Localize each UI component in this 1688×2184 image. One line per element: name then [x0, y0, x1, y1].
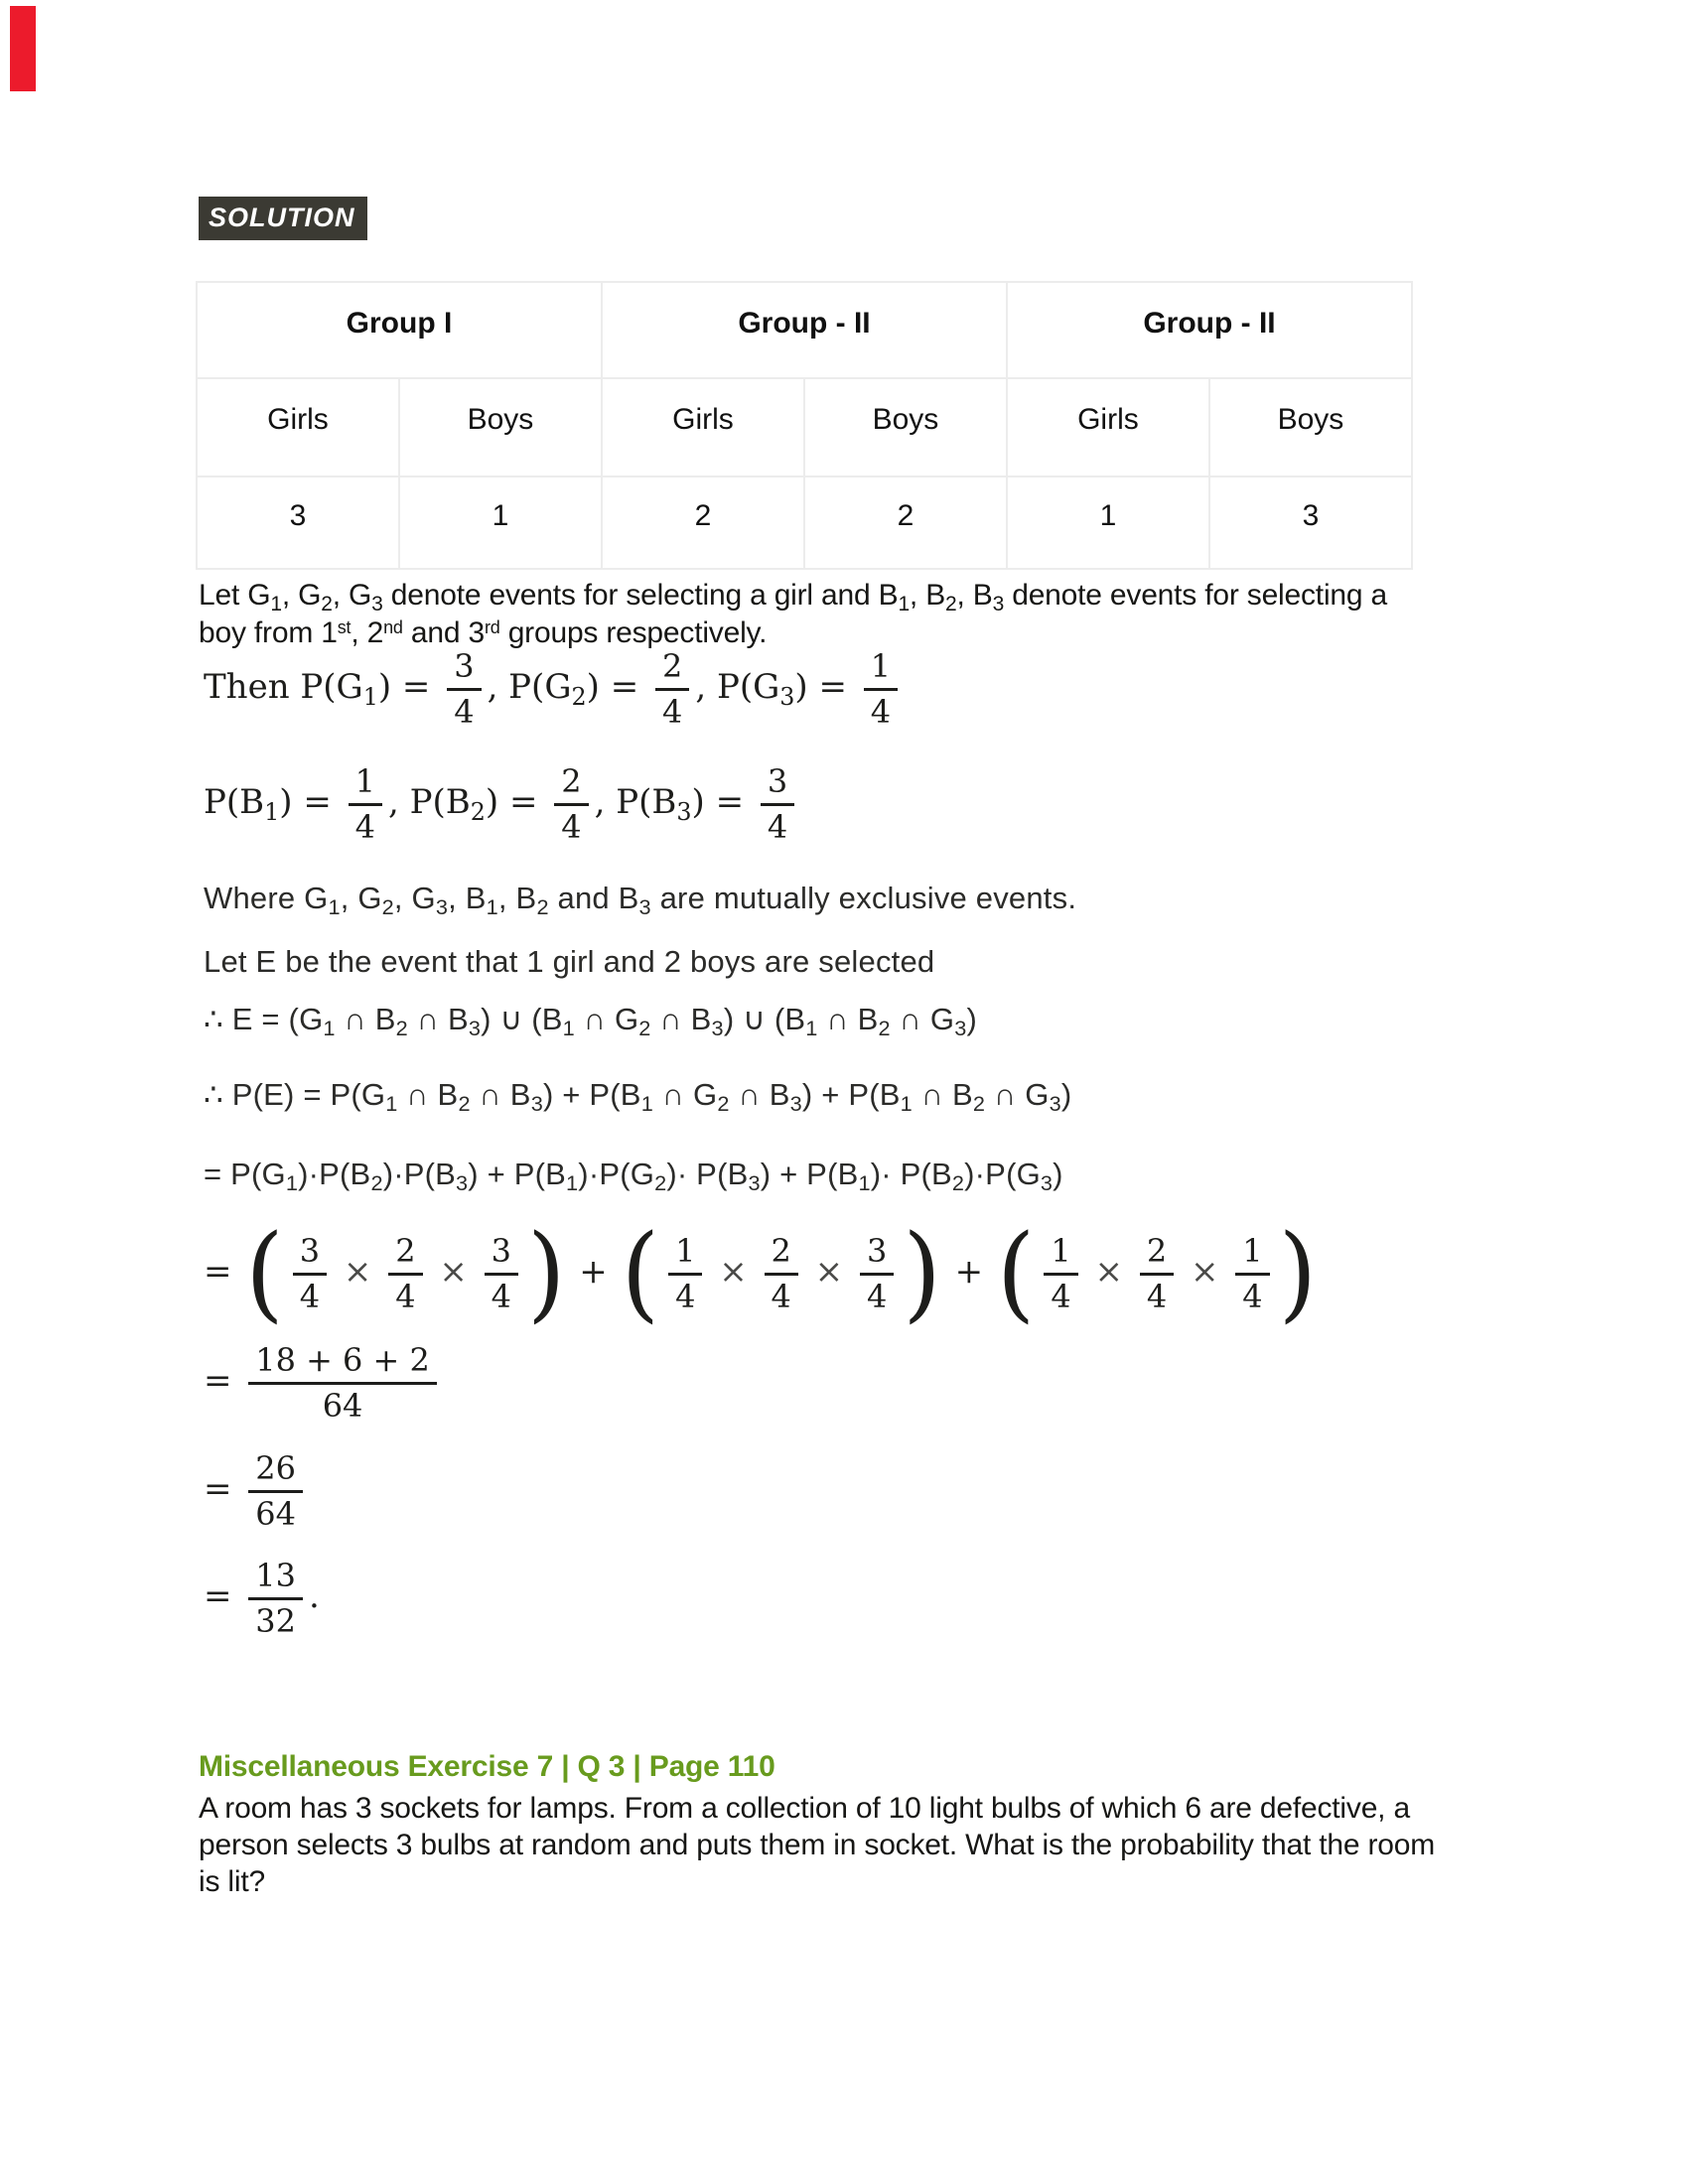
count-cell: 1 [1007, 477, 1209, 569]
prob-girls-line: Then $P(G_1)$ = $\frac{3}{4}$ , $P(G_2)$ = $\frac{2}{4}$ , $P(G_3)$ = $\frac{1}{4}$ [204, 643, 1475, 735]
sub-header-cell: Boys [1209, 378, 1412, 477]
fraction: $\frac{2}{4}$ [765, 1232, 798, 1315]
count-cell: 3 [197, 477, 399, 569]
sub-header-cell: Boys [399, 378, 602, 477]
product-expansion-line: = $P(G_1)\cdot P(B_2)\cdot P(B_3) + P(B_1)\cdot P(G_2)\cdot P(B_3) + P(B_1)\cdot P(B_2)\cdot P(G_3)$ [204, 1156, 1063, 1195]
fraction: $\frac{3}{4}$ [860, 1232, 894, 1315]
prob-event-expansion-line: ∴ $P(E) = P(G_1$ ∩ $B_2$ ∩ $B_3) + P(B_1$ ∩ $G_2$ ∩ $B_3) + P(B_1$ ∩ $B_2$ ∩ $G_3$) [204, 1076, 1072, 1116]
count-cell: 2 [602, 477, 804, 569]
solution-badge: SOLUTION [199, 197, 367, 240]
fraction: $\frac{2}{4}$ [1140, 1232, 1174, 1315]
fraction: $\frac{3}{4}$ [447, 647, 481, 731]
girls-boys-header-row [197, 378, 1412, 477]
red-corner-marker [10, 6, 36, 91]
fraction: $\frac{1}{4}$ [864, 647, 898, 731]
count-cell: 3 [1209, 477, 1412, 569]
sub-header-cell: Girls [602, 378, 804, 477]
sum-fraction-line: = $\frac{18 + 6 + 2}{64}$ [204, 1337, 1475, 1429]
group-header-cell: Group - II [1007, 282, 1412, 378]
fraction: $\frac{26}{64}$ [248, 1449, 303, 1533]
footer-section [199, 1750, 1440, 1901]
event-expression-line: ∴ $E = (G_1$ ∩ $B_2$ ∩ $B_3$) ∪ ($B_1$ ∩ $G_2$ ∩ $B_3$) ∪ ($B_1$ ∩ $B_2$ ∩ $G_3$) [204, 1001, 977, 1040]
fraction: $\frac{2}{4}$ [388, 1232, 422, 1315]
fraction: $\frac{3}{4}$ [293, 1232, 327, 1315]
reduced-fraction-line: = $\frac{26}{64}$ [204, 1445, 1475, 1537]
fraction: $\frac{1}{4}$ [668, 1232, 702, 1315]
fraction: $\frac{1}{4}$ [1044, 1232, 1077, 1315]
groups-table [196, 281, 1413, 570]
count-cell: 2 [804, 477, 1007, 569]
fraction: $\frac{1}{4}$ [349, 762, 382, 846]
group-header-row [197, 282, 1412, 378]
fraction: $\frac{2}{4}$ [554, 762, 588, 846]
math-area [204, 643, 1475, 1645]
mutually-exclusive-line: Where $G_1$, $G_2$, $G_3$, $B_1$, $B_2$ and $B_3$ are mutually exclusive events. [204, 880, 1077, 919]
group-header-cell: Group - II [602, 282, 1007, 378]
fraction: $\frac{1}{4}$ [1235, 1232, 1269, 1315]
fraction: $\frac{18 + 6 + 2}{64}$ [248, 1341, 437, 1425]
sub-header-cell: Girls [1007, 378, 1209, 477]
fraction: $\frac{3}{4}$ [485, 1232, 518, 1315]
intro-paragraph: Let $G_1$, $G_2$, $G_3$ denote events for selecting a girl and $B_1$, $B_2$, $B_3$ denote events for selecting a boy from 1st, 2nd and 3rd groups respectively. [199, 579, 1387, 649]
sub-header-cell: Boys [804, 378, 1007, 477]
fraction: $\frac{2}{4}$ [655, 647, 689, 731]
count-cell: 1 [399, 477, 602, 569]
group-header-cell: Group I [197, 282, 602, 378]
event-definition-line: Let E be the event that 1 girl and 2 boys are selected [204, 943, 935, 979]
final-answer-line: = $\frac{13}{32}$ . [204, 1557, 320, 1641]
next-question-text: A room has 3 sockets for lamps. From a collection of 10 light bulbs of which 6 are defective, a person selects 3 bulbs at random and puts them in socket. What is the probability that the room is lit? [199, 1792, 1435, 1899]
sub-header-cell: Girls [197, 378, 399, 477]
fraction-product-line: = ( $\frac{3}{4}$ × $\frac{2}{4}$ × $\frac{3}{4}$ ) + ( $\frac{1}{4}$ × $\frac{2}{4}$ × $\frac{3}{4}$ ) + ( $\frac{1}{4}$ × $\frac{2}{4}$ × $\frac{1}{4}$ ) [204, 1212, 1318, 1334]
fraction: $\frac{13}{32}$ [248, 1557, 303, 1640]
prob-boys-line: $P(B_1)$ = $\frac{1}{4}$ , $P(B_2)$ = $\frac{2}{4}$ , $P(B_3)$ = $\frac{3}{4}$ [204, 758, 1475, 850]
counts-row [197, 477, 1412, 569]
fraction: $\frac{3}{4}$ [761, 762, 794, 846]
exercise-reference-heading: Miscellaneous Exercise 7 | Q 3 | Page 110 [199, 1750, 775, 1783]
